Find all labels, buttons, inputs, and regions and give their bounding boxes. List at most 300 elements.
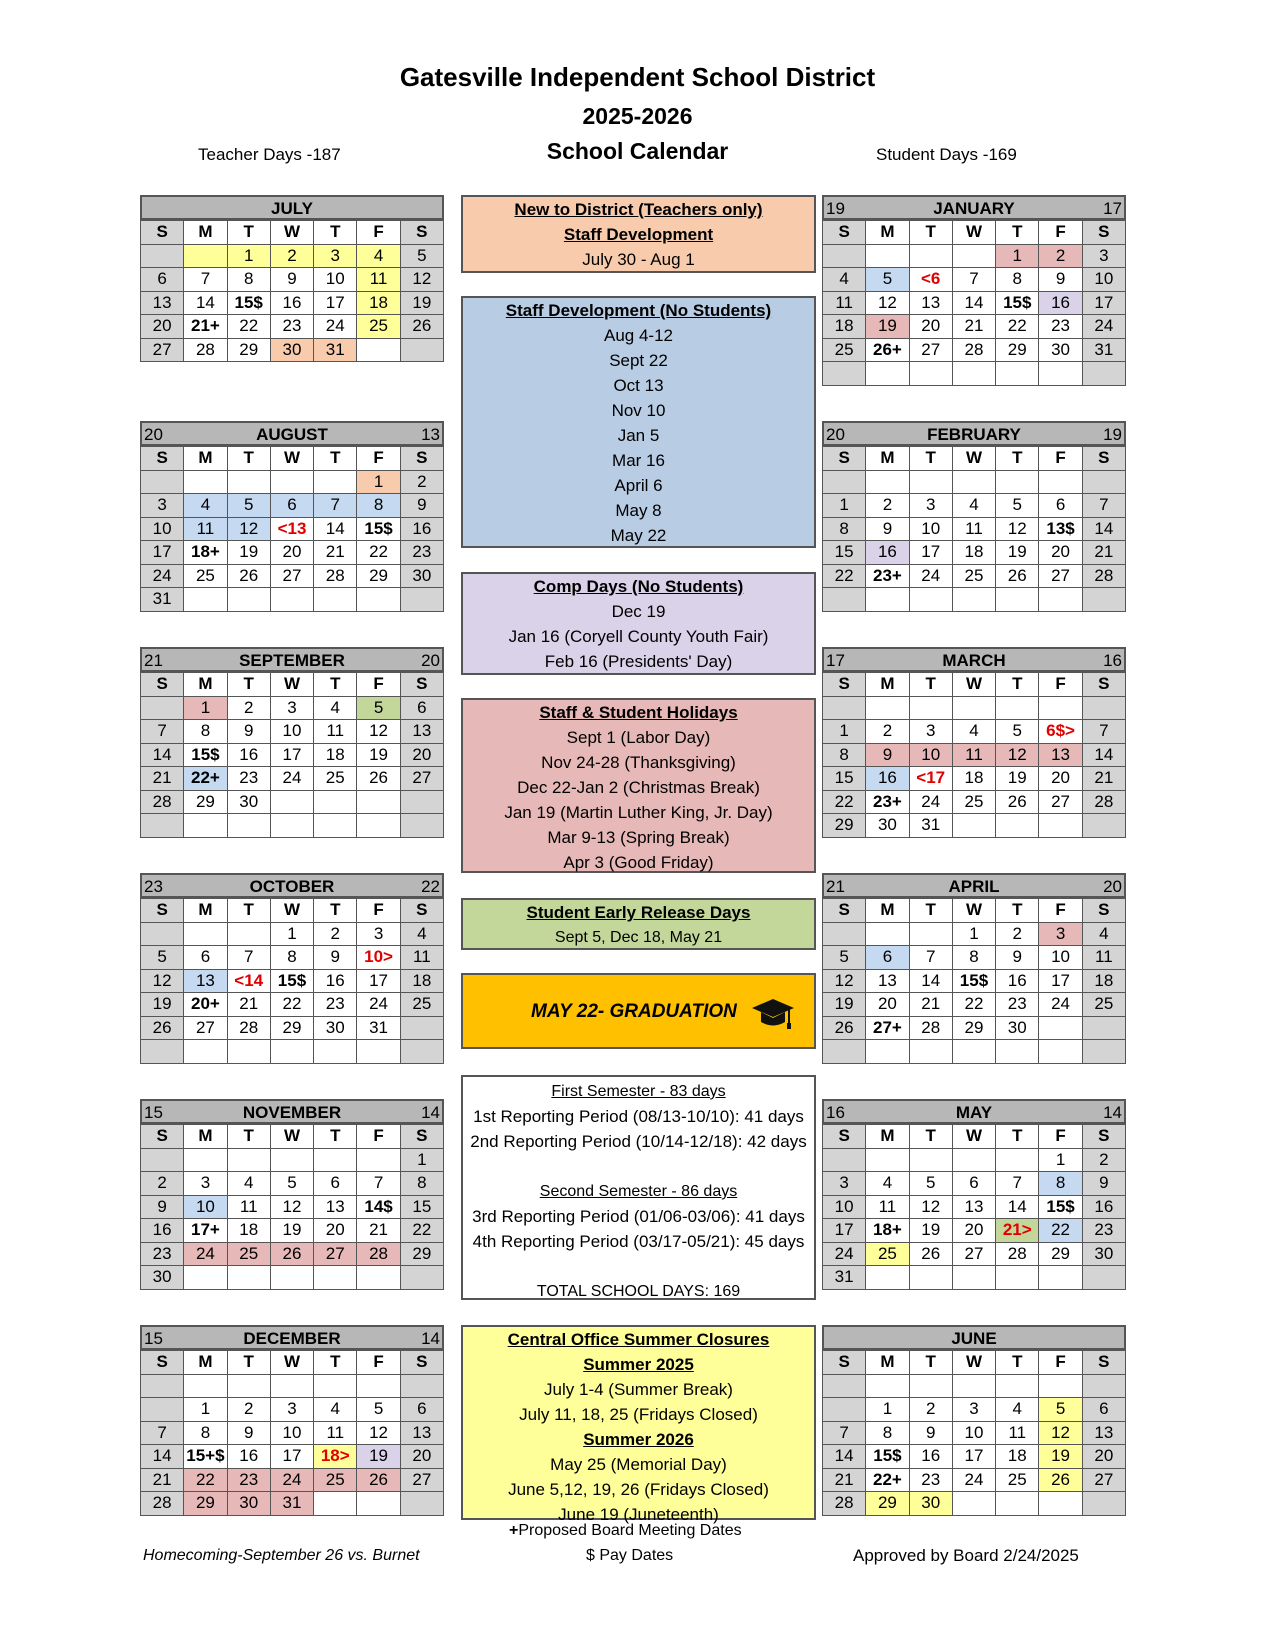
weekday-header: F — [357, 447, 400, 471]
day-cell: 28 — [996, 1242, 1039, 1266]
week-row — [141, 494, 444, 518]
day-cell — [1039, 1266, 1082, 1290]
day-cell — [141, 1374, 184, 1398]
day-cell: 22 — [823, 790, 866, 814]
day-cell: 8 — [823, 517, 866, 541]
day-cell: 31 — [823, 1266, 866, 1290]
day-cell: 17 — [314, 291, 357, 315]
early-release-title: Student Early Release Days — [526, 903, 751, 922]
new-teachers-box — [461, 195, 816, 273]
day-cell: 13 — [866, 969, 909, 993]
day-cell — [400, 1266, 443, 1290]
week-row — [823, 494, 1126, 518]
day-cell — [141, 470, 184, 494]
day-cell — [823, 1040, 866, 1064]
week-row — [823, 1492, 1126, 1516]
month-day-count-right: 14 — [421, 1103, 440, 1122]
month-name: AUGUST — [256, 425, 328, 444]
day-cell: 6 — [141, 268, 184, 292]
day-cell: 10 — [314, 268, 357, 292]
day-cell — [1039, 362, 1082, 386]
week-row — [141, 969, 444, 993]
comp-day: Jan 16 (Coryell County Youth Fair) — [508, 627, 769, 646]
staff-dev-date: Mar 16 — [612, 451, 665, 470]
day-cell — [1039, 588, 1082, 612]
weekday-header: S — [400, 673, 443, 697]
holidays-title: Staff & Student Holidays — [539, 703, 738, 722]
day-cell: 5 — [866, 268, 909, 292]
week-row — [141, 1492, 444, 1516]
calendar-title: School Calendar — [546, 138, 729, 164]
day-cell: 4 — [227, 1172, 270, 1196]
day-cell — [184, 244, 227, 268]
weekday-header: S — [823, 1351, 866, 1375]
graduation-text: MAY 22- GRADUATION — [531, 1001, 737, 1022]
day-cell: 8 — [996, 268, 1039, 292]
day-cell: 6 — [184, 946, 227, 970]
day-cell: 7 — [184, 268, 227, 292]
day-cell — [314, 1492, 357, 1516]
day-cell: 3 — [314, 244, 357, 268]
day-cell: 29 — [1039, 1242, 1082, 1266]
day-cell — [952, 1040, 995, 1064]
month-day-count-right: 13 — [421, 425, 440, 444]
day-cell: 25 — [227, 1242, 270, 1266]
day-cell: 11 — [314, 720, 357, 744]
day-cell: 18 — [1082, 969, 1125, 993]
day-cell: 21 — [141, 767, 184, 791]
week-row — [141, 588, 444, 612]
day-cell — [1082, 1266, 1125, 1290]
day-cell: 20 — [866, 993, 909, 1017]
day-cell: 12 — [1039, 1421, 1082, 1445]
day-cell: 3 — [1082, 244, 1125, 268]
early-release-box — [461, 898, 816, 950]
day-cell: 13 — [1082, 1421, 1125, 1445]
month-july — [140, 195, 444, 362]
day-cell: 16 — [227, 1445, 270, 1469]
day-cell — [996, 1374, 1039, 1398]
day-cell — [227, 1148, 270, 1172]
weekday-header: S — [400, 899, 443, 923]
day-cell: 11 — [357, 268, 400, 292]
day-cell: 7 — [952, 268, 995, 292]
month-grid — [140, 1350, 444, 1516]
day-cell — [952, 814, 995, 838]
week-row — [823, 338, 1126, 362]
day-cell: 25 — [314, 1468, 357, 1492]
day-cell: 11 — [952, 743, 995, 767]
month-day-count-left: 15 — [144, 1329, 163, 1348]
day-cell: 3 — [184, 1172, 227, 1196]
day-cell: 23+ — [866, 790, 909, 814]
day-cell: 28 — [357, 1242, 400, 1266]
week-row — [141, 268, 444, 292]
day-cell — [823, 1374, 866, 1398]
day-cell — [314, 588, 357, 612]
day-cell: 28 — [227, 1016, 270, 1040]
day-cell: 24 — [141, 564, 184, 588]
semesters-box — [461, 1075, 816, 1300]
day-cell: 7 — [357, 1172, 400, 1196]
day-cell — [400, 1016, 443, 1040]
weekday-header: S — [141, 1125, 184, 1149]
day-cell: 7 — [227, 946, 270, 970]
day-cell: 14 — [996, 1195, 1039, 1219]
day-cell: 5 — [996, 494, 1039, 518]
day-cell: 19 — [823, 993, 866, 1017]
day-cell: 19 — [141, 993, 184, 1017]
early-release-dates: Sept 5, Dec 18, May 21 — [554, 929, 723, 946]
month-name: MAY — [955, 1103, 993, 1122]
weekday-header: M — [866, 221, 909, 245]
day-cell: 28 — [823, 1492, 866, 1516]
weekday-header: S — [400, 221, 443, 245]
week-row — [823, 564, 1126, 588]
day-cell — [227, 1374, 270, 1398]
day-cell: <6 — [909, 268, 952, 292]
day-cell: 27 — [1082, 1468, 1125, 1492]
day-cell: 27 — [1039, 564, 1082, 588]
day-cell: 10 — [270, 720, 313, 744]
day-cell — [141, 244, 184, 268]
day-cell: 10 — [909, 743, 952, 767]
day-cell: 27 — [952, 1242, 995, 1266]
month-day-count-right: 17 — [1103, 199, 1122, 218]
day-cell: 20+ — [184, 993, 227, 1017]
day-cell: 19 — [866, 315, 909, 339]
day-cell: 21 — [1082, 541, 1125, 565]
weekday-header: S — [1082, 899, 1125, 923]
day-cell — [400, 1374, 443, 1398]
day-cell: 30 — [909, 1492, 952, 1516]
day-cell: 19 — [227, 541, 270, 565]
day-cell — [314, 790, 357, 814]
month-name: NOVEMBER — [242, 1103, 342, 1122]
day-cell: 18 — [227, 1219, 270, 1243]
day-cell — [952, 1148, 995, 1172]
day-cell: 6 — [1039, 494, 1082, 518]
month-day-count-left: 20 — [144, 425, 163, 444]
day-cell — [314, 1266, 357, 1290]
day-cell: 6 — [270, 494, 313, 518]
month-day-count-left: 15 — [144, 1103, 163, 1122]
day-cell: 8 — [184, 1421, 227, 1445]
day-cell: 7 — [1082, 720, 1125, 744]
week-row — [823, 969, 1126, 993]
summer-title: Central Office Summer Closures — [507, 1330, 770, 1349]
month-august — [140, 421, 444, 612]
week-row — [141, 470, 444, 494]
school-year: 2025-2026 — [582, 103, 693, 129]
day-cell — [357, 790, 400, 814]
day-cell — [270, 470, 313, 494]
weekday-header: S — [141, 673, 184, 697]
weekday-header: W — [952, 899, 995, 923]
day-cell: 1 — [400, 1148, 443, 1172]
day-cell: 26 — [823, 1016, 866, 1040]
day-cell: 11 — [952, 517, 995, 541]
day-cell: 1 — [227, 244, 270, 268]
day-cell: 30 — [141, 1266, 184, 1290]
month-january — [822, 195, 1126, 386]
day-cell: 8 — [270, 946, 313, 970]
day-cell: 16 — [866, 541, 909, 565]
week-row — [823, 814, 1126, 838]
day-cell: 5 — [909, 1172, 952, 1196]
day-cell: 3 — [357, 922, 400, 946]
day-cell: 12 — [400, 268, 443, 292]
week-row — [823, 1040, 1126, 1064]
weekday-header: F — [357, 1351, 400, 1375]
day-cell: 4 — [400, 922, 443, 946]
weekday-header: F — [1039, 673, 1082, 697]
day-cell — [1039, 1374, 1082, 1398]
day-cell: 5 — [227, 494, 270, 518]
day-cell: 5 — [357, 696, 400, 720]
day-cell — [270, 1148, 313, 1172]
staff-dev-date: Jan 5 — [617, 426, 660, 445]
day-cell: 20 — [270, 541, 313, 565]
month-name: JUNE — [951, 1329, 997, 1348]
summer-line: May 25 (Memorial Day) — [550, 1455, 727, 1474]
month-day-count-left: 16 — [826, 1103, 845, 1122]
day-cell — [952, 362, 995, 386]
week-row — [823, 1374, 1126, 1398]
weekday-header: M — [866, 899, 909, 923]
month-grid — [140, 446, 444, 612]
day-cell — [1039, 696, 1082, 720]
day-cell — [141, 696, 184, 720]
weekday-header: T — [996, 1125, 1039, 1149]
day-cell: 3 — [909, 494, 952, 518]
day-cell: 10> — [357, 946, 400, 970]
day-cell: 28 — [1082, 564, 1125, 588]
day-cell: 16 — [1039, 291, 1082, 315]
comp-day: Dec 19 — [611, 602, 666, 621]
day-cell: 30 — [314, 1016, 357, 1040]
day-cell: <14 — [227, 969, 270, 993]
day-cell: 15$ — [952, 969, 995, 993]
day-cell: 18 — [314, 743, 357, 767]
day-cell: 27 — [1039, 790, 1082, 814]
day-cell — [952, 588, 995, 612]
new-teachers-subtitle: Staff Development — [563, 225, 714, 244]
day-cell: 15$ — [866, 1445, 909, 1469]
day-cell: 19 — [400, 291, 443, 315]
day-cell — [141, 1148, 184, 1172]
weekday-header: S — [1082, 221, 1125, 245]
weekday-header: T — [909, 447, 952, 471]
day-cell — [141, 1398, 184, 1422]
month-day-count-right: 22 — [421, 877, 440, 896]
day-cell — [184, 1266, 227, 1290]
day-cell: 11 — [400, 946, 443, 970]
week-row — [141, 814, 444, 838]
weekday-header: W — [952, 1125, 995, 1149]
day-cell: 5 — [996, 720, 1039, 744]
day-cell — [1082, 1374, 1125, 1398]
second-semester: Second Semester - 86 days — [539, 1183, 738, 1200]
day-cell: 31 — [314, 338, 357, 362]
day-cell: 24 — [184, 1242, 227, 1266]
day-cell: 30 — [996, 1016, 1039, 1040]
day-cell: 13 — [952, 1195, 995, 1219]
day-cell: 21 — [141, 1468, 184, 1492]
day-cell: 18+ — [866, 1219, 909, 1243]
day-cell: 7 — [314, 494, 357, 518]
week-row — [823, 541, 1126, 565]
day-cell — [1039, 1492, 1082, 1516]
week-row — [141, 1374, 444, 1398]
month-day-count-right: 14 — [421, 1329, 440, 1348]
weekday-header: M — [866, 673, 909, 697]
day-cell — [1039, 1016, 1082, 1040]
reporting-period-4: 4th Reporting Period (03/17-05/21): 45 days — [472, 1232, 805, 1251]
weekday-header: F — [357, 673, 400, 697]
day-cell: 24 — [823, 1242, 866, 1266]
week-row — [823, 362, 1126, 386]
day-cell: 14$ — [357, 1195, 400, 1219]
day-cell — [1082, 470, 1125, 494]
week-row — [823, 1266, 1126, 1290]
month-september — [140, 647, 444, 838]
day-cell: 30 — [400, 564, 443, 588]
weekday-header: M — [184, 673, 227, 697]
summer-2026: Summer 2026 — [583, 1430, 694, 1449]
day-cell: 22 — [227, 315, 270, 339]
day-cell: 3 — [823, 1172, 866, 1196]
staff-dev-date: Oct 13 — [613, 376, 664, 395]
month-grid — [822, 446, 1126, 612]
day-cell: 13 — [400, 720, 443, 744]
day-cell: 13$ — [1039, 517, 1082, 541]
day-cell — [996, 814, 1039, 838]
week-row — [141, 1195, 444, 1219]
month-header — [822, 1099, 1126, 1124]
day-cell: 23 — [314, 993, 357, 1017]
day-cell — [866, 1266, 909, 1290]
day-cell: 25 — [357, 315, 400, 339]
day-cell: 31 — [909, 814, 952, 838]
week-row — [141, 767, 444, 791]
month-day-count-right: 14 — [1103, 1103, 1122, 1122]
week-row — [823, 1172, 1126, 1196]
weekday-header: S — [400, 447, 443, 471]
holiday: Nov 24-28 (Thanksgiving) — [541, 753, 736, 772]
day-cell: 24 — [952, 1468, 995, 1492]
day-cell: 14 — [952, 291, 995, 315]
day-cell: 8 — [823, 743, 866, 767]
day-cell — [866, 362, 909, 386]
day-cell: 12 — [141, 969, 184, 993]
day-cell: 31 — [141, 588, 184, 612]
day-cell: 26 — [357, 767, 400, 791]
day-cell: 24 — [270, 767, 313, 791]
day-cell: 19 — [1039, 1445, 1082, 1469]
day-cell: 20 — [1082, 1445, 1125, 1469]
month-grid — [140, 1124, 444, 1290]
weekday-header: W — [270, 899, 313, 923]
day-cell — [996, 1492, 1039, 1516]
day-cell: 6 — [866, 946, 909, 970]
week-row — [823, 1421, 1126, 1445]
day-cell: 18 — [400, 969, 443, 993]
weekday-header: T — [909, 673, 952, 697]
day-cell: 10 — [823, 1195, 866, 1219]
week-row — [823, 790, 1126, 814]
day-cell: 13 — [314, 1195, 357, 1219]
week-row — [141, 696, 444, 720]
week-row — [141, 1266, 444, 1290]
day-cell: 28 — [141, 1492, 184, 1516]
day-cell: 21 — [909, 993, 952, 1017]
day-cell: 25 — [952, 790, 995, 814]
day-cell: 2 — [227, 696, 270, 720]
day-cell — [270, 790, 313, 814]
day-cell: 11 — [996, 1421, 1039, 1445]
weekday-header: S — [1082, 1125, 1125, 1149]
staff-dev-date: Nov 10 — [611, 401, 666, 420]
day-cell — [227, 1040, 270, 1064]
day-cell: 14 — [823, 1445, 866, 1469]
day-cell — [227, 1266, 270, 1290]
total-school-days: TOTAL SCHOOL DAYS: 169 — [536, 1283, 741, 1300]
day-cell: 5 — [400, 244, 443, 268]
day-cell: 10 — [270, 1421, 313, 1445]
day-cell: 2 — [1039, 244, 1082, 268]
week-row — [141, 993, 444, 1017]
day-cell: 13 — [1039, 743, 1082, 767]
day-cell — [909, 922, 952, 946]
weekday-header: W — [270, 447, 313, 471]
holiday: Jan 19 (Martin Luther King, Jr. Day) — [504, 803, 773, 822]
summer-closures-box — [461, 1325, 816, 1524]
weekday-header: T — [227, 673, 270, 697]
day-cell: 12 — [823, 969, 866, 993]
day-cell: 6 — [1082, 1398, 1125, 1422]
day-cell: 23 — [400, 541, 443, 565]
month-day-count-right: 19 — [1103, 425, 1122, 444]
week-row — [141, 1016, 444, 1040]
day-cell: 5 — [357, 1398, 400, 1422]
day-cell: 17 — [270, 1445, 313, 1469]
day-cell: 11 — [227, 1195, 270, 1219]
week-row — [823, 244, 1126, 268]
month-header — [140, 873, 444, 898]
day-cell — [314, 470, 357, 494]
week-row — [823, 946, 1126, 970]
day-cell: 8 — [184, 720, 227, 744]
holiday: Mar 9-13 (Spring Break) — [547, 828, 730, 847]
day-cell — [952, 470, 995, 494]
month-grid — [822, 220, 1126, 386]
day-cell: 11 — [184, 517, 227, 541]
day-cell — [314, 1040, 357, 1064]
day-cell: 9 — [996, 946, 1039, 970]
day-cell — [227, 814, 270, 838]
day-cell: 15 — [823, 767, 866, 791]
day-cell: 1 — [952, 922, 995, 946]
teacher-days: Teacher Days -187 — [198, 145, 341, 164]
day-cell: 16 — [996, 969, 1039, 993]
day-cell: 9 — [866, 517, 909, 541]
day-cell — [357, 1148, 400, 1172]
day-cell: 30 — [270, 338, 313, 362]
day-cell: 5 — [823, 946, 866, 970]
reporting-period-1: 1st Reporting Period (08/13-10/10): 41 days — [473, 1107, 804, 1126]
comp-day: Feb 16 (Presidents' Day) — [544, 652, 733, 671]
